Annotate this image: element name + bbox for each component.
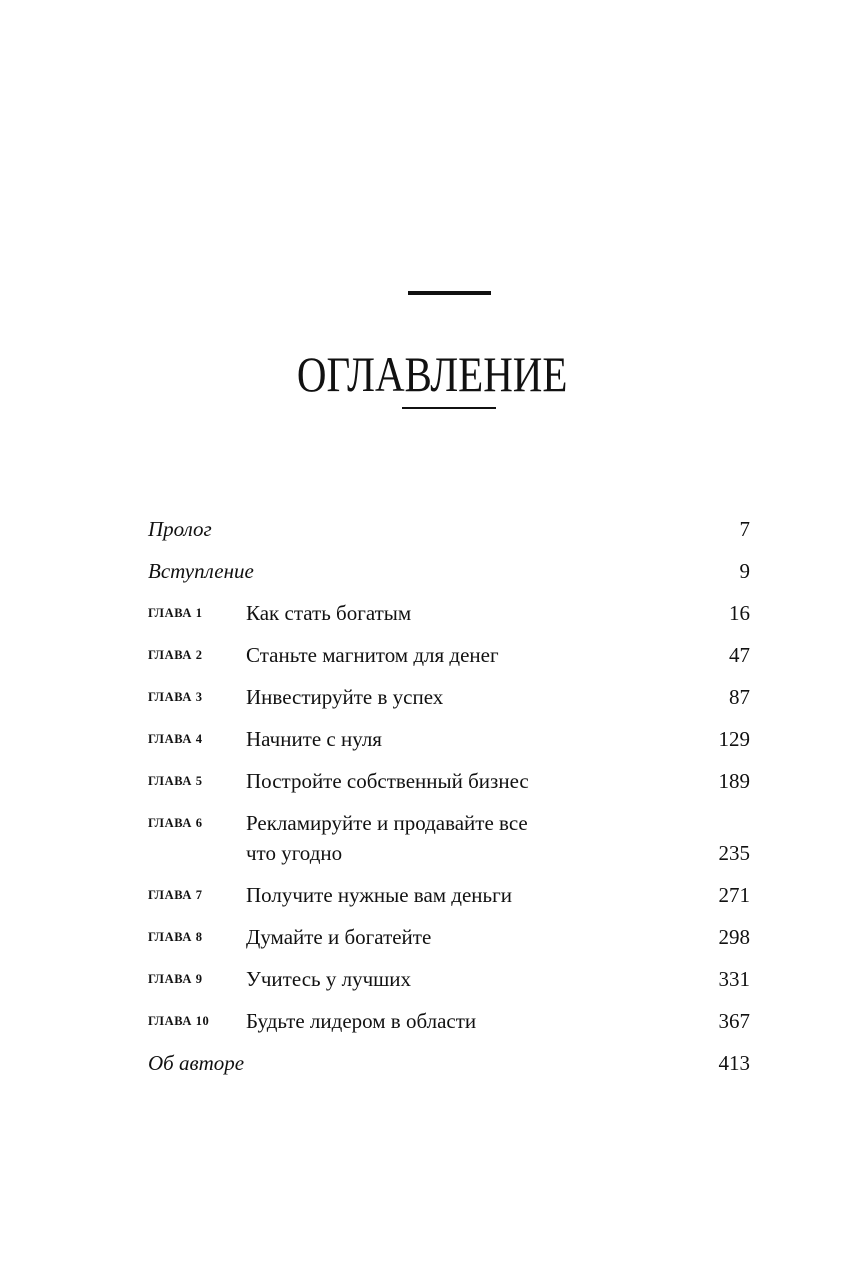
toc-entry-text: Думайте и богатейте (246, 925, 432, 949)
toc-entry-text: Об авторе (148, 1051, 245, 1075)
chapter-label: ГЛАВА 3 (148, 690, 203, 704)
toc-entry-page: 298 (718, 925, 750, 949)
toc-entry-text: Пролог (148, 517, 212, 541)
toc-entry-text: Вступление (148, 559, 254, 583)
toc-entry-chapter-3[interactable] (148, 676, 750, 718)
toc-entry-page: 7 (739, 517, 750, 541)
toc-entry-chapter-2[interactable] (148, 634, 750, 676)
toc-entry-chapter-8[interactable] (148, 916, 750, 958)
toc-entry-page: 129 (718, 727, 750, 751)
chapter-label: ГЛАВА 9 (148, 972, 203, 986)
toc-entry-page: 331 (718, 967, 750, 991)
toc-entry-text: Будьте лидером в области (246, 1009, 477, 1033)
toc-entry-page: 47 (729, 643, 750, 667)
toc-entry-page: 16 (729, 601, 750, 625)
table-of-contents (148, 508, 750, 1084)
chapter-label: ГЛАВА 10 (148, 1014, 210, 1028)
toc-entry-page: 87 (729, 685, 750, 709)
toc-entry-chapter-4[interactable] (148, 718, 750, 760)
toc-entry-text (246, 802, 750, 868)
toc-entry-chapter-1[interactable] (148, 592, 750, 634)
toc-entry-text-line-2: что угодно (246, 841, 343, 865)
toc-entry-chapter-5[interactable] (148, 760, 750, 802)
toc-entry-chapter-9[interactable] (148, 958, 750, 1000)
chapter-label: ГЛАВА 1 (148, 606, 203, 620)
toc-entry-prologue[interactable] (148, 508, 750, 550)
toc-entry-text: Как стать богатым (246, 601, 412, 625)
toc-entry-page: 413 (718, 1051, 750, 1075)
toc-entry-text: Получите нужные вам деньги (246, 883, 512, 907)
toc-entry-introduction[interactable] (148, 550, 750, 592)
chapter-label: ГЛАВА 4 (148, 732, 203, 746)
toc-entry-chapter-6[interactable] (148, 802, 750, 874)
toc-entry-text: Постройте собственный бизнес (246, 769, 529, 793)
toc-entry-page: 367 (718, 1009, 750, 1033)
toc-entry-text: Начните с нуля (246, 727, 382, 751)
toc-entry-page: 271 (718, 883, 750, 907)
toc-entry-text: Учитесь у лучших (246, 967, 412, 991)
title-underline (402, 407, 496, 409)
toc-entry-chapter-10[interactable] (148, 1000, 750, 1042)
chapter-label: ГЛАВА 7 (148, 888, 203, 902)
chapter-label: ГЛАВА 6 (148, 816, 203, 830)
toc-entry-text-line-1: Рекламируйте и продавайте все (246, 811, 528, 835)
top-rule (408, 291, 491, 295)
toc-entry-page: 235 (718, 841, 750, 865)
toc-entry-text: Инвестируйте в успех (246, 685, 444, 709)
chapter-label: ГЛАВА 5 (148, 774, 203, 788)
toc-entry-text: Станьте магнитом для денег (246, 643, 499, 667)
page-title: ОГЛАВЛЕНИЕ (296, 346, 568, 402)
toc-entry-page: 189 (718, 769, 750, 793)
chapter-label: ГЛАВА 2 (148, 648, 203, 662)
toc-entry-page: 9 (739, 559, 750, 583)
toc-entry-chapter-7[interactable] (148, 874, 750, 916)
chapter-label: ГЛАВА 8 (148, 930, 203, 944)
toc-entry-about-author[interactable] (148, 1042, 750, 1084)
